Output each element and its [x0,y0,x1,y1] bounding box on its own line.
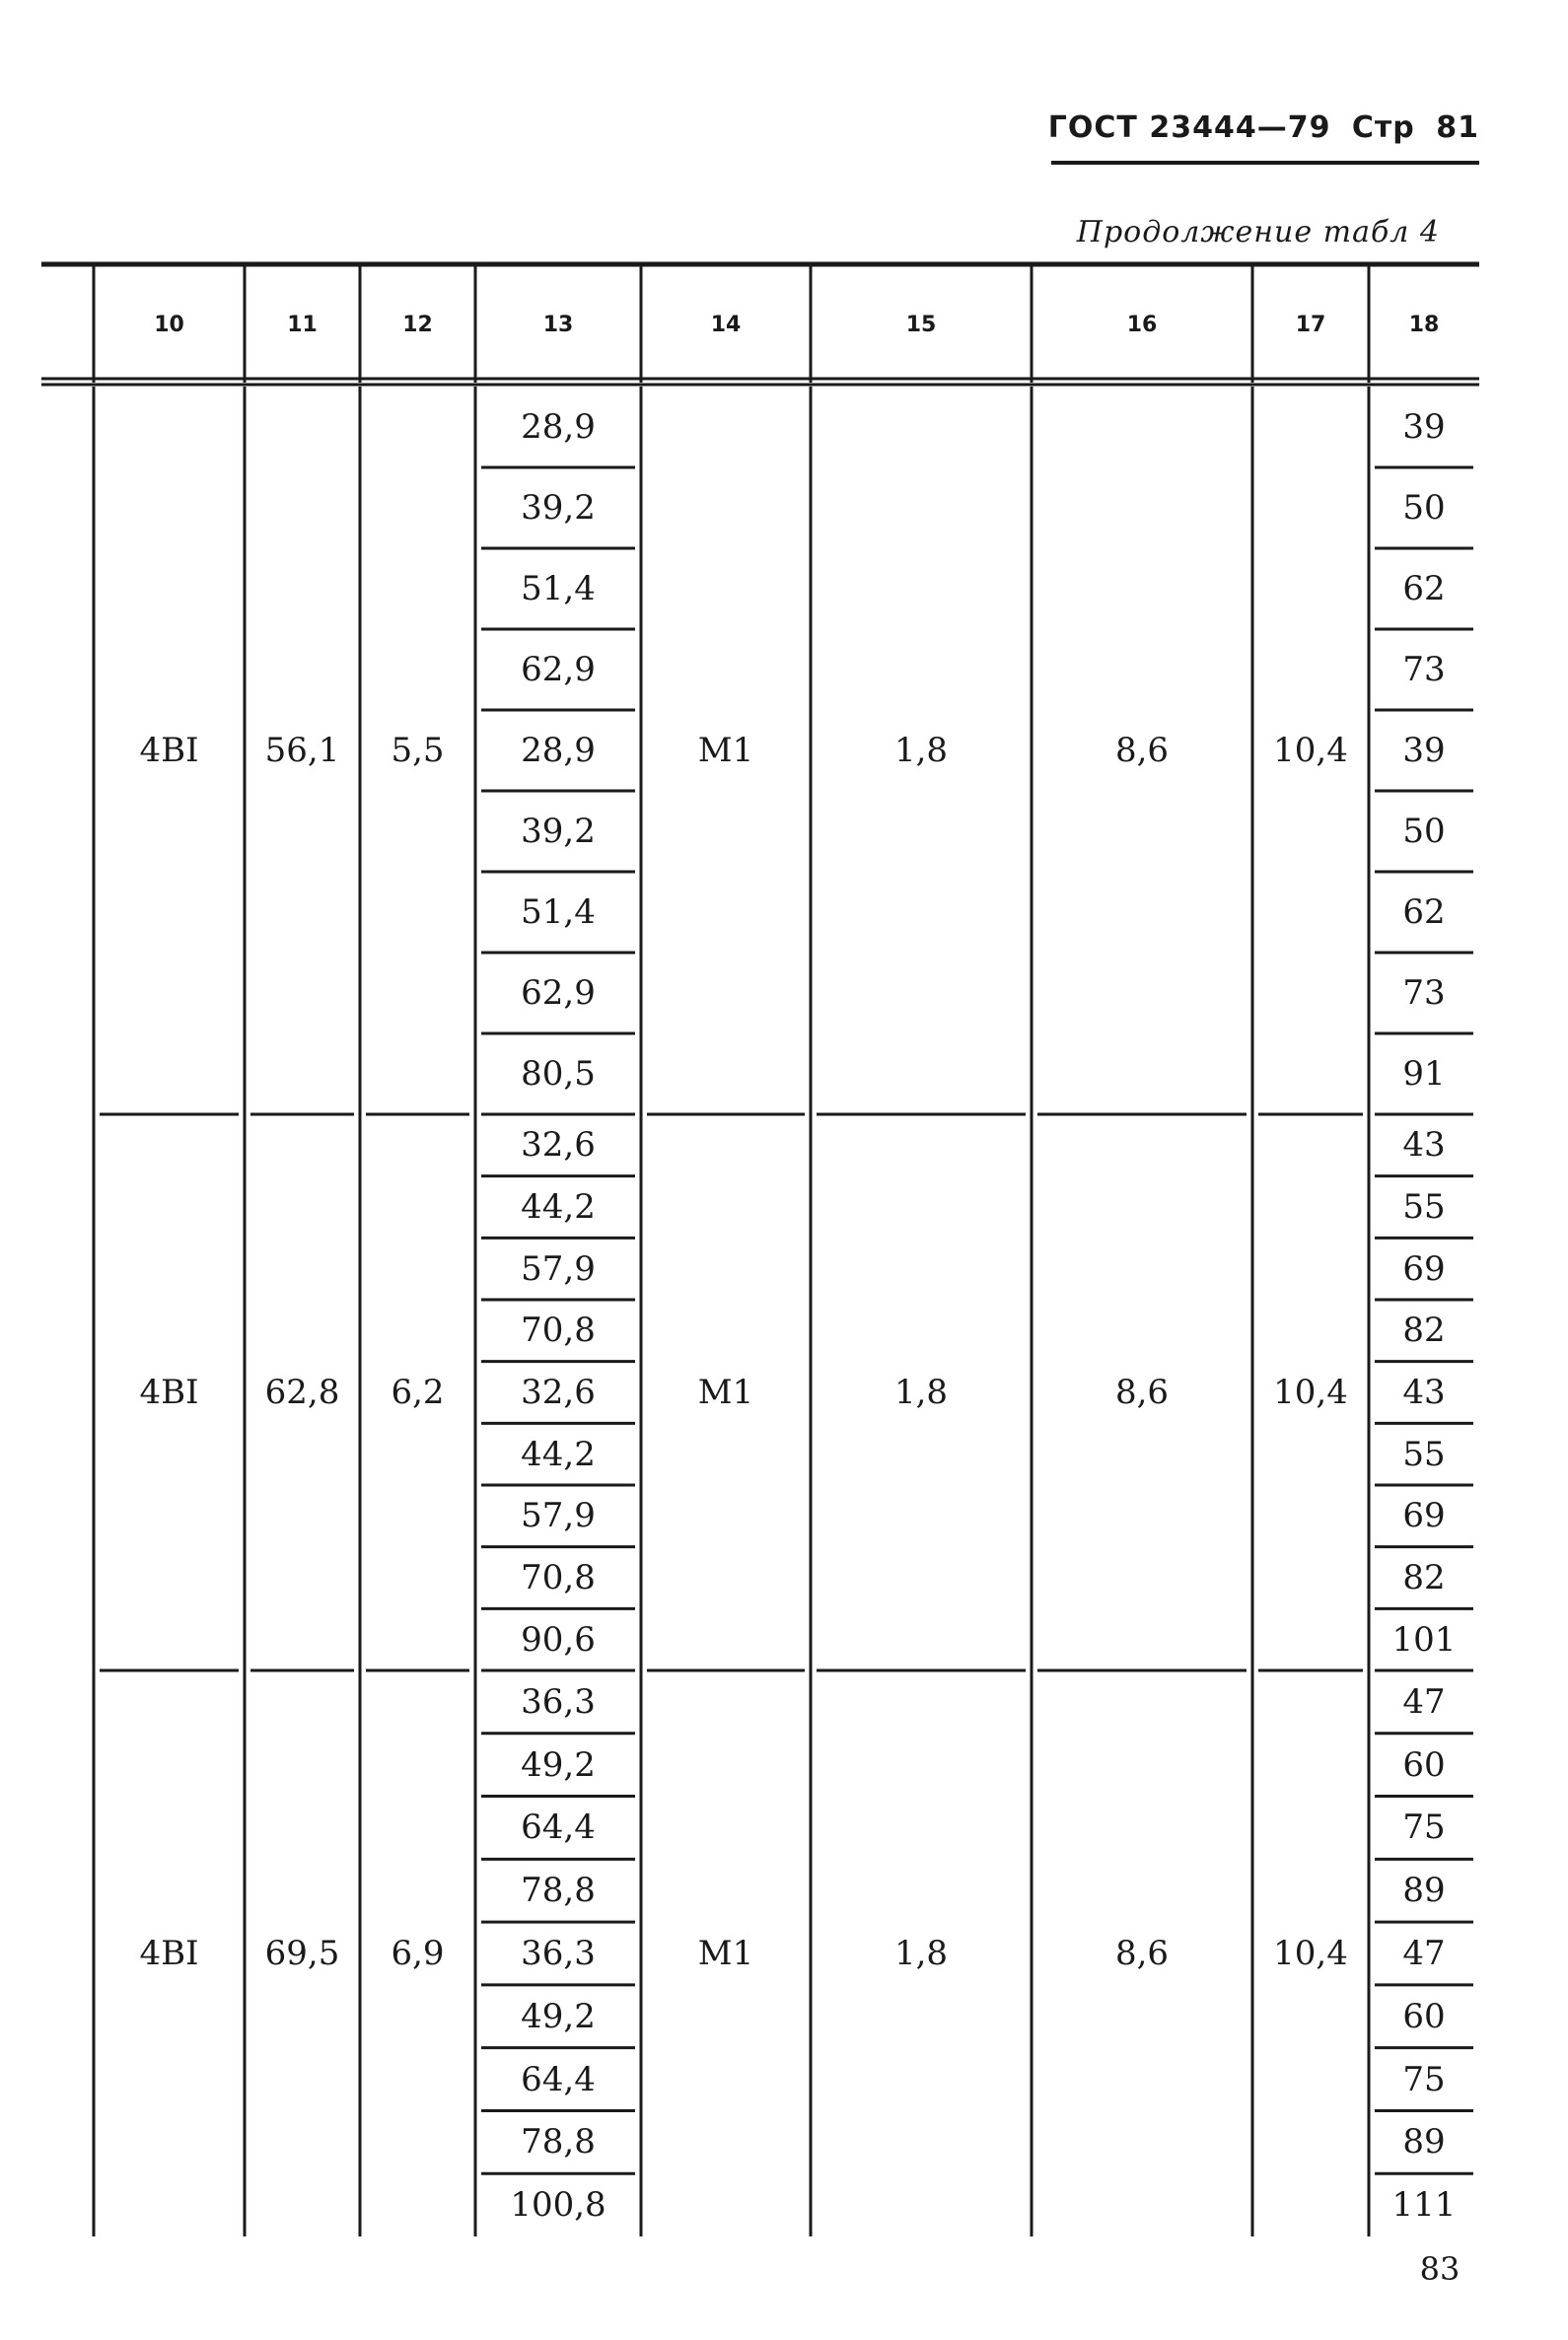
table-cell: 10,4 [1273,1373,1348,1412]
table-cell: 43 [1402,1125,1446,1166]
table-cell: 8,6 [1114,731,1170,770]
table-cell: 78,8 [521,2122,596,2163]
table-cell: 62 [1402,892,1446,932]
table-cell: 56,1 [264,731,340,770]
table-cell: 32,6 [521,1373,596,1412]
table-cell: 62,9 [521,650,596,689]
column-header: 11 [287,313,318,337]
table-cell: 50 [1402,812,1446,851]
table-cell: 111 [1391,2185,1457,2226]
table-cell: 70,8 [521,1311,596,1351]
table-cell: 62 [1402,569,1446,608]
column-header: 10 [154,313,184,337]
table-cell: 51,4 [521,892,596,932]
table-cell: 60 [1402,1996,1446,2036]
table-cell: 62,9 [521,973,596,1013]
table-cell: 4BI [139,1934,199,1973]
standard-number: ГОСТ 23444—79 [1047,110,1331,145]
table-cell: 57,9 [521,1496,596,1536]
table-cell: 39 [1402,407,1446,447]
table-cell: 6,2 [391,1373,445,1412]
table-cell: 91 [1402,1054,1446,1094]
header-page-number: 81 [1436,110,1479,145]
column-header: 13 [542,313,574,337]
table-cell: 80,5 [521,1054,596,1094]
table-cell: 47 [1402,1681,1446,1722]
table-cell: 75 [1402,2059,1446,2099]
table-cell: 47 [1402,1934,1446,1973]
table-cell: 69 [1402,1496,1446,1536]
page-number: 83 [1419,2250,1461,2288]
table-cell: 50 [1402,488,1446,528]
table-cell: 1,8 [893,1934,949,1973]
table-cell: 75 [1402,1808,1446,1848]
table-caption: Продолжение табл 4 [1076,215,1440,249]
table-cell: 1,8 [893,1373,949,1412]
column-header: 16 [1126,313,1158,337]
table-cell: 89 [1402,1871,1446,1911]
table-cell: 49,2 [521,1744,596,1785]
table-cell: 49,2 [521,1996,596,2036]
column-header: 15 [905,313,937,337]
table-cell: 82 [1402,1311,1446,1351]
table-cell: 73 [1402,973,1446,1013]
table-cell: 44,2 [521,1187,596,1227]
table-cell: 55 [1402,1187,1446,1227]
table-cell: 55 [1402,1434,1446,1474]
table-cell: 39,2 [521,812,596,851]
table-cell: 69,5 [264,1934,340,1973]
table-cell: M1 [697,1373,754,1412]
column-header: 17 [1295,313,1326,337]
table-cell: 89 [1402,2122,1446,2163]
table-cell: M1 [697,1934,754,1973]
table-cell: 70,8 [521,1558,596,1597]
column-header: 18 [1408,313,1440,337]
table-cell: 100,8 [510,2185,606,2226]
table-cell: 8,6 [1114,1373,1170,1412]
table-cell: 64,4 [521,2059,596,2099]
table-cell: 51,4 [521,569,596,608]
table-cell: 44,2 [521,1434,596,1474]
table-cell: 36,3 [521,1681,596,1722]
table-cell: 36,3 [521,1934,596,1973]
table-cell: 4BI [139,731,199,770]
table-cell: 28,9 [521,731,596,770]
column-header: 14 [710,313,742,337]
table-cell: 78,8 [521,1871,596,1911]
table-cell: 28,9 [521,407,596,447]
table-cell: 32,6 [521,1125,596,1166]
table-cell: 8,6 [1114,1934,1170,1973]
table-cell: 57,9 [521,1248,596,1289]
table-cell: 6,9 [391,1934,445,1973]
table-cell: 10,4 [1273,731,1348,770]
table-cell: 82 [1402,1558,1446,1597]
table-cell: M1 [697,731,754,770]
table-cell: 69 [1402,1248,1446,1289]
table-cell: 62,8 [264,1373,340,1412]
page-label: Стр [1351,110,1415,145]
table-cell: 43 [1402,1373,1446,1412]
table-cell: 73 [1402,650,1446,689]
table-cell: 39 [1402,731,1446,770]
table-cell: 90,6 [521,1619,596,1660]
table-cell: 1,8 [893,731,949,770]
table-cell: 39,2 [521,488,596,528]
table-cell: 5,5 [391,731,445,770]
table-cell: 64,4 [521,1808,596,1848]
table-cell: 10,4 [1273,1934,1348,1973]
table-cell: 101 [1391,1619,1457,1660]
table-cell: 4BI [139,1373,199,1412]
column-header: 12 [402,313,433,337]
table-cell: 60 [1402,1744,1446,1785]
